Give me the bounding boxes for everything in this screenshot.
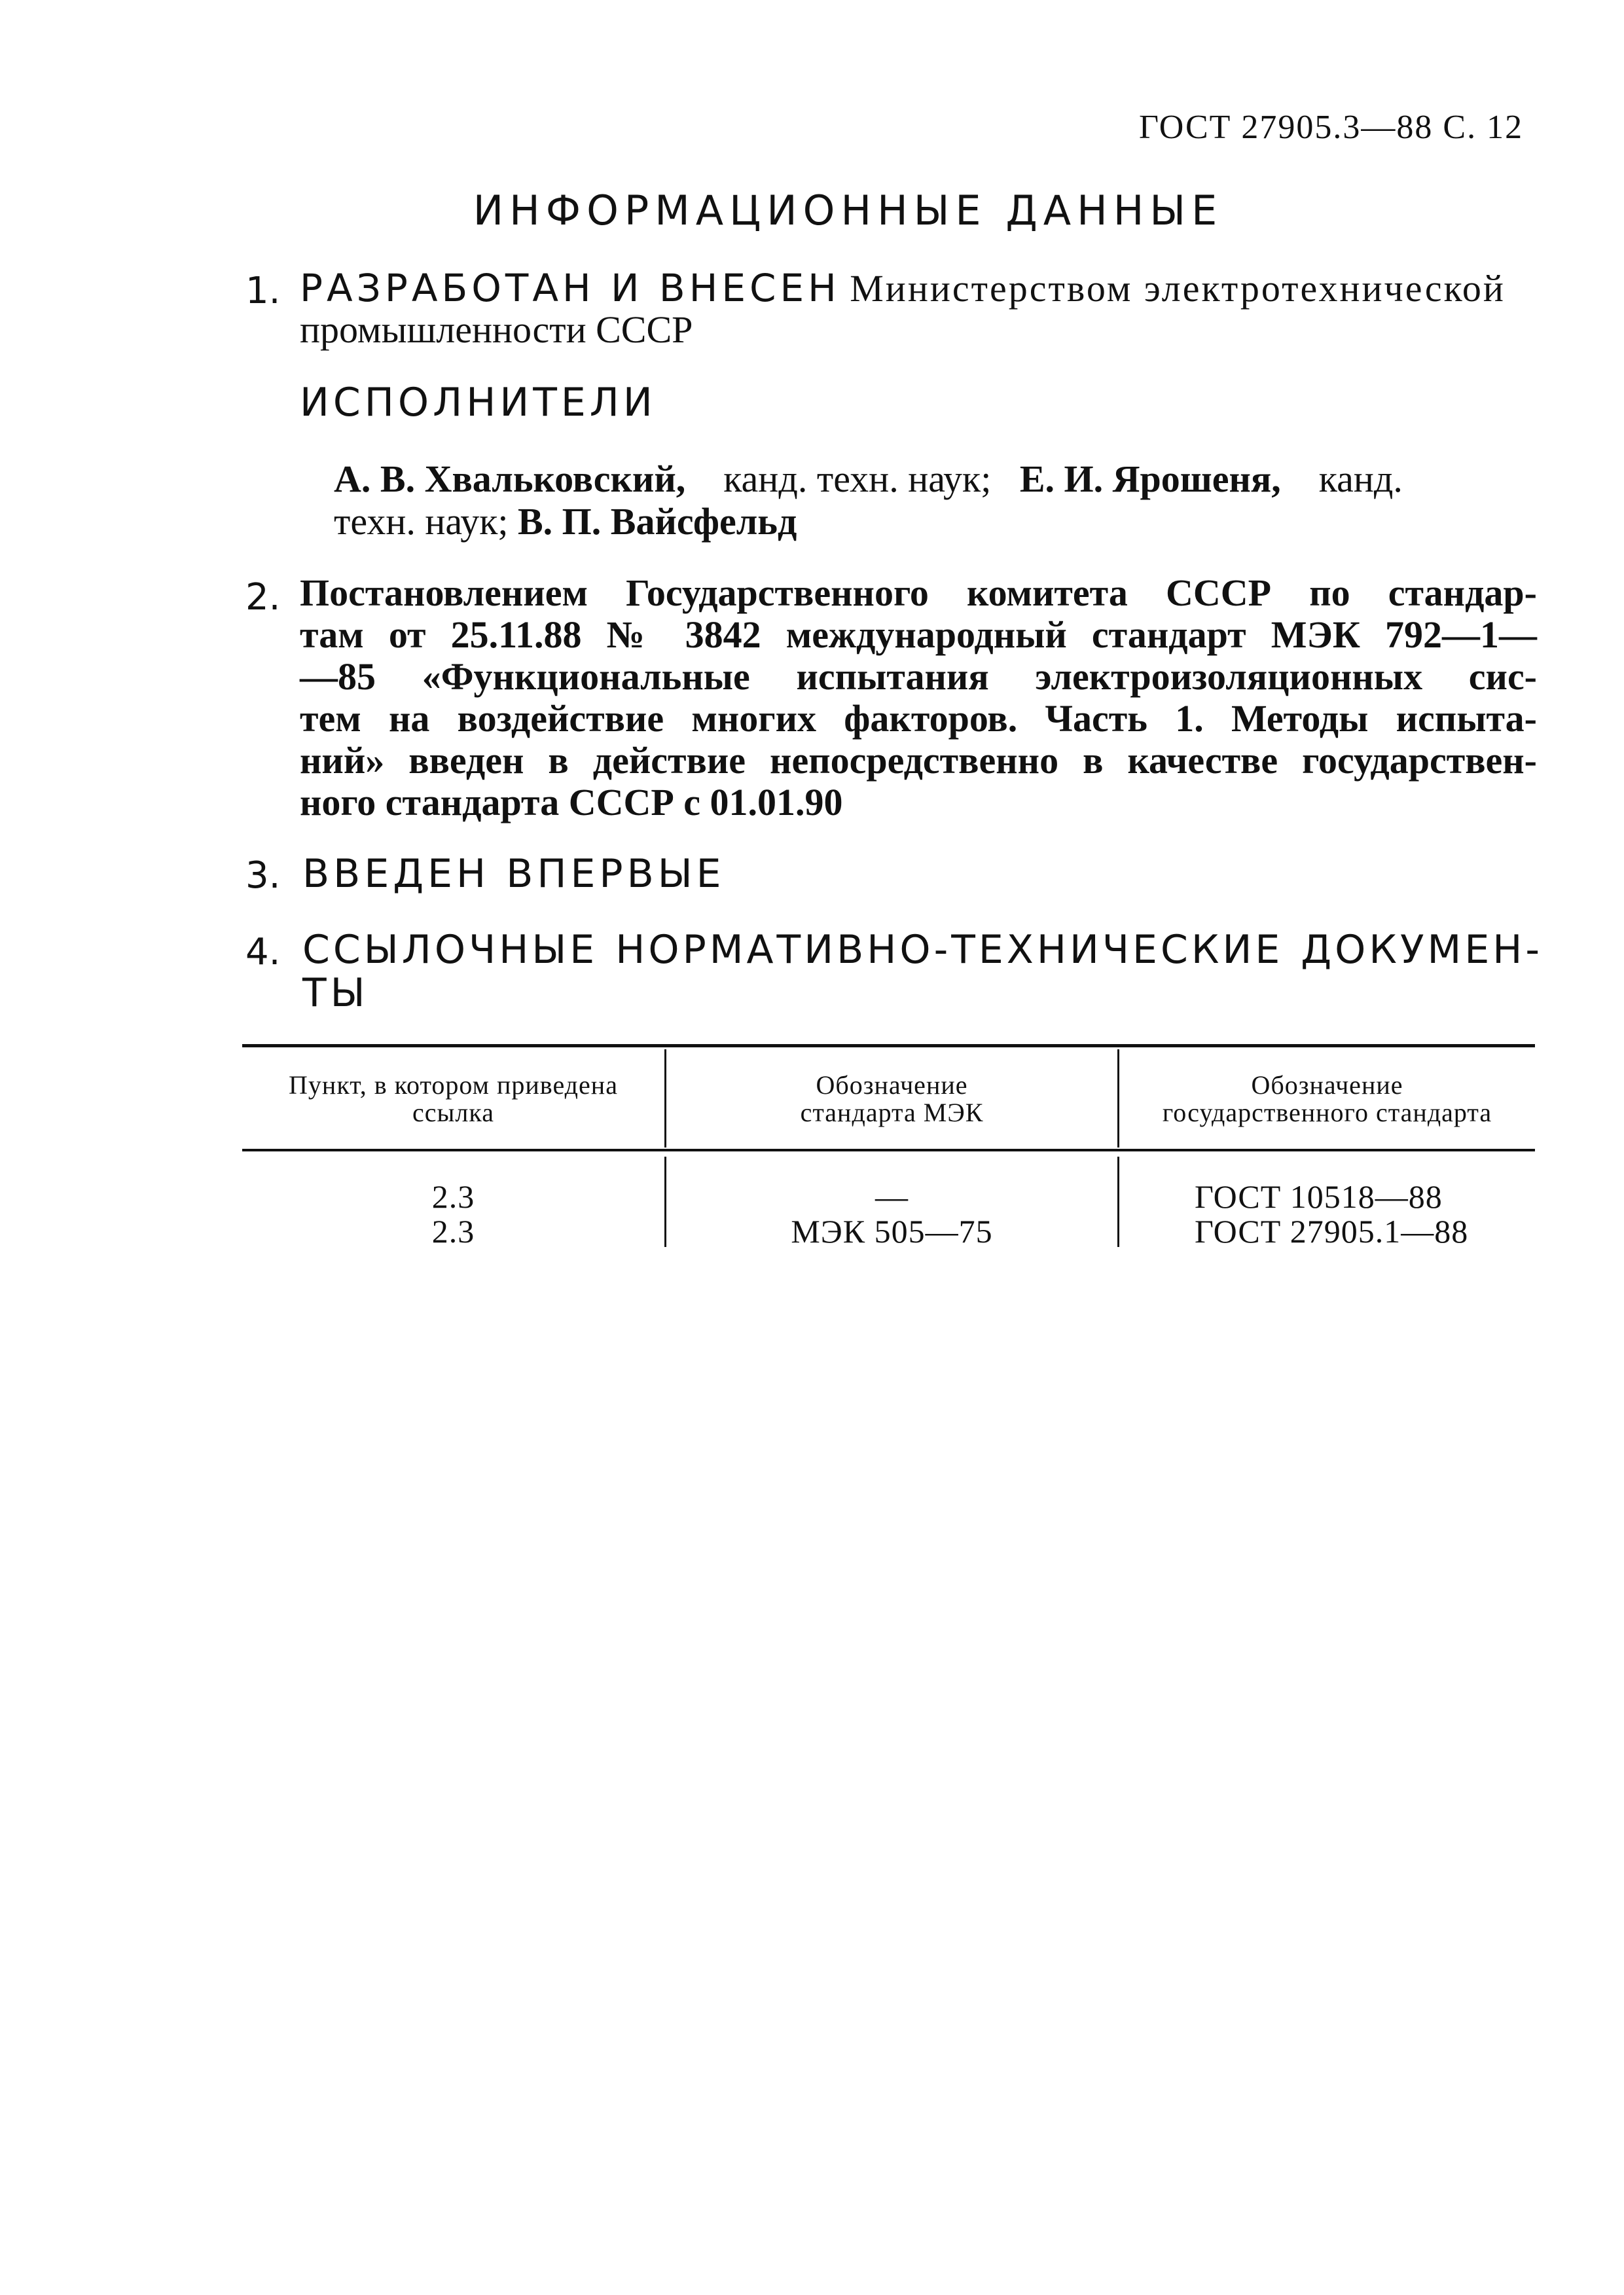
table-header-rule: [242, 1149, 1535, 1151]
item-4-heading-line-2: ТЫ: [302, 970, 369, 1016]
executor-2-degree-part-2: техн. наук;: [334, 500, 509, 543]
item-2-line-6: ного стандарта СССР с 01.01.90: [300, 781, 843, 823]
item-2-line-4: тем на воздействие многих факторов. Часть 1. Методы испыта-: [300, 697, 1537, 740]
gost-text: ГОСТ 27905.1—88: [1195, 1213, 1469, 1250]
item-1-text-line-1: Министерством электротехнической: [850, 267, 1506, 310]
table-row-1-point: 2.3: [431, 1178, 475, 1215]
page-title: ИНФОРМАЦИОННЫЕ ДАННЫЕ: [473, 187, 1223, 234]
executor-2-degree-part-1: канд.: [1318, 458, 1403, 500]
header-text: Пункт, в котором приведена: [289, 1070, 618, 1100]
table-row-1-iec: —: [875, 1178, 909, 1215]
item-2-line-1: Постановлением Государственного комитета СССР по стандар-: [300, 571, 1537, 614]
table-row-2-gost: [1119, 1213, 1535, 1250]
item-2-line-5: ний» введен в действие непосредственно в качестве государствен-: [300, 739, 1537, 782]
item-1-line-1: [300, 267, 1537, 310]
header-text: Обозначение: [1251, 1070, 1403, 1100]
executor-3-name: В. П. Вайсфельд: [518, 500, 797, 543]
executors-heading: ИСПОЛНИТЕЛИ: [300, 380, 657, 425]
item-1-text-line-2: промышленности СССР: [300, 308, 693, 351]
header-text: государственного стандарта: [1162, 1098, 1492, 1127]
header-text: стандарта МЭК: [800, 1098, 984, 1127]
item-2-number: 2.: [245, 576, 281, 619]
executors-line-2: [334, 501, 797, 543]
table-row-2-iec: МЭК 505—75: [791, 1213, 993, 1250]
table-header-cell: [1119, 1072, 1535, 1127]
item-2-text: [300, 572, 1537, 823]
item-3-number: 3.: [245, 854, 281, 897]
executor-1-name: А. В. Хвальковский,: [334, 458, 686, 500]
header-text: ссылка: [412, 1098, 494, 1127]
table-top-rule: [242, 1044, 1535, 1047]
executor-1-degree: канд. техн. наук;: [723, 458, 992, 500]
gost-text: ГОСТ 10518—88: [1195, 1178, 1443, 1215]
item-4-number: 4.: [245, 931, 281, 973]
executor-2-name: Е. И. Ярошеня,: [1019, 458, 1281, 500]
item-3-heading: ВВЕДЕН ВПЕРВЫЕ: [302, 851, 725, 897]
item-1-number: 1.: [245, 270, 281, 312]
item-2-line-2: там от 25.11.88 № 3842 международный стандарт МЭК 792—1—: [300, 613, 1537, 656]
item-1-heading: РАЗРАБОТАН И ВНЕСЕН: [300, 266, 840, 310]
table-row-1-gost: [1119, 1178, 1535, 1215]
item-2-line-3: —85 «Функциональные испытания электроизоляционных сис-: [300, 655, 1537, 698]
header-text: Обозначение: [816, 1070, 968, 1100]
item-4-heading-line-1: ССЫЛОЧНЫЕ НОРМАТИВНО-ТЕХНИЧЕСКИЕ ДОКУМЕН-: [302, 927, 1543, 973]
table-header-cell: [666, 1072, 1117, 1127]
table-header-cell: [242, 1072, 664, 1127]
executors-line-1: [334, 458, 1538, 500]
running-head: ГОСТ 27905.3—88 С. 12: [1139, 109, 1524, 146]
reference-table: [242, 1044, 1535, 1260]
table-row-2-point: 2.3: [431, 1213, 475, 1250]
